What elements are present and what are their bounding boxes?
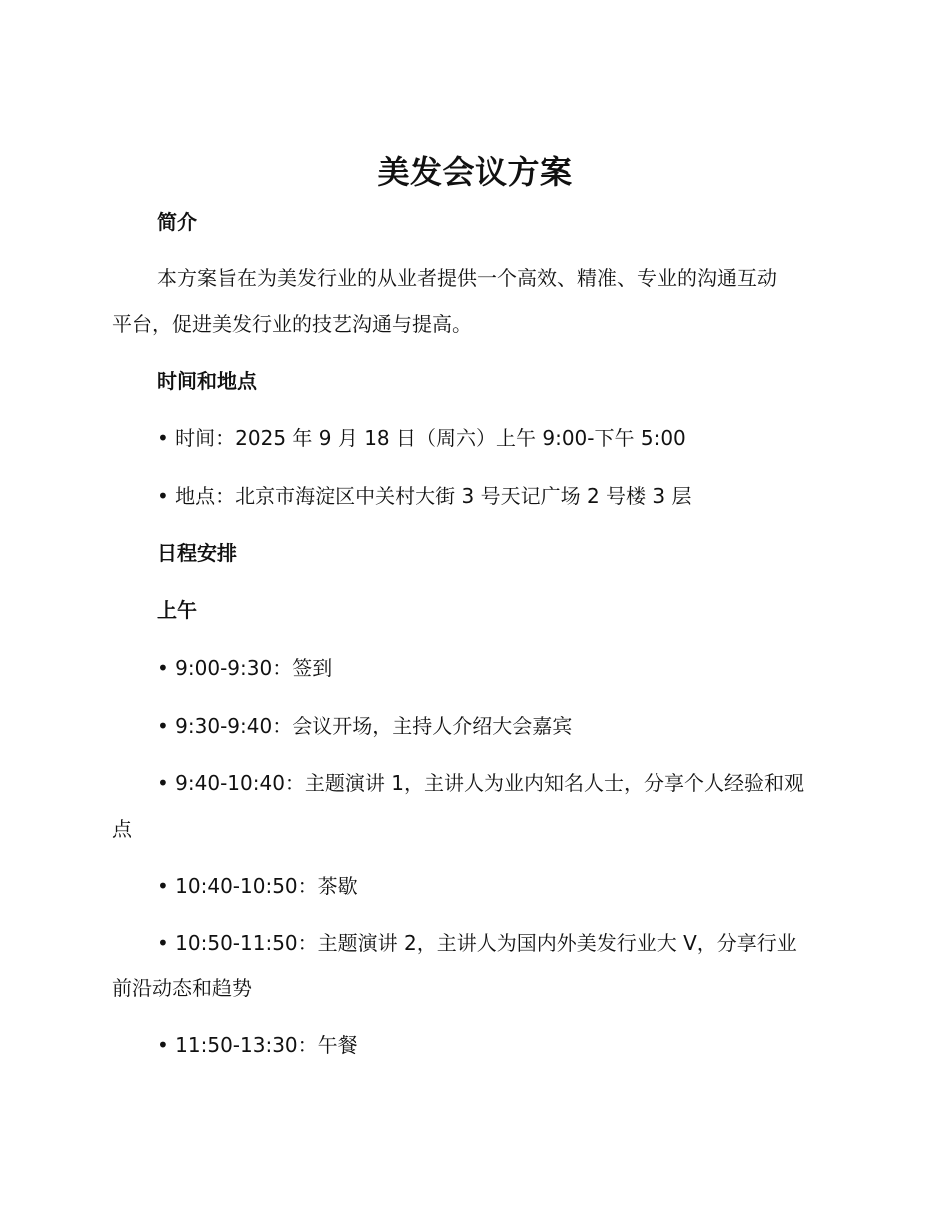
schedule-item-signin: • 9:00-9:30：签到 bbox=[157, 656, 333, 680]
schedule-heading: 日程安排 bbox=[157, 541, 237, 565]
schedule-item-opening: • 9:30-9:40：会议开场，主持人介绍大会嘉宾 bbox=[157, 714, 573, 738]
schedule-item-keynote-2: • 10:50-11:50：主题演讲 2，主讲人为国内外美发行业大 V，分享行业 bbox=[157, 931, 797, 955]
schedule-item-tea-break: • 10:40-10:50：茶歇 bbox=[157, 874, 358, 898]
intro-heading: 简介 bbox=[157, 210, 197, 234]
intro-text-line-1: 本方案旨在为美发行业的从业者提供一个高效、精准、专业的沟通互动 bbox=[157, 266, 777, 290]
document-title: 美发会议方案 bbox=[377, 153, 573, 191]
schedule-item-keynote-1: • 9:40-10:40：主题演讲 1，主讲人为业内知名人士，分享个人经验和观 bbox=[157, 771, 805, 795]
time-place-heading: 时间和地点 bbox=[157, 369, 257, 393]
time-item: • 时间：2025 年 9 月 18 日（周六）上午 9:00-下午 5:00 bbox=[157, 426, 686, 450]
intro-text-line-2: 平台，促进美发行业的技艺沟通与提高。 bbox=[112, 312, 472, 336]
schedule-item-lunch: • 11:50-13:30：午餐 bbox=[157, 1033, 358, 1057]
morning-heading: 上午 bbox=[157, 598, 197, 622]
schedule-item-keynote-1-cont: 点 bbox=[112, 817, 132, 841]
place-item: • 地点：北京市海淀区中关村大街 3 号天记广场 2 号楼 3 层 bbox=[157, 484, 692, 508]
schedule-item-keynote-2-cont: 前沿动态和趋势 bbox=[112, 976, 252, 1000]
